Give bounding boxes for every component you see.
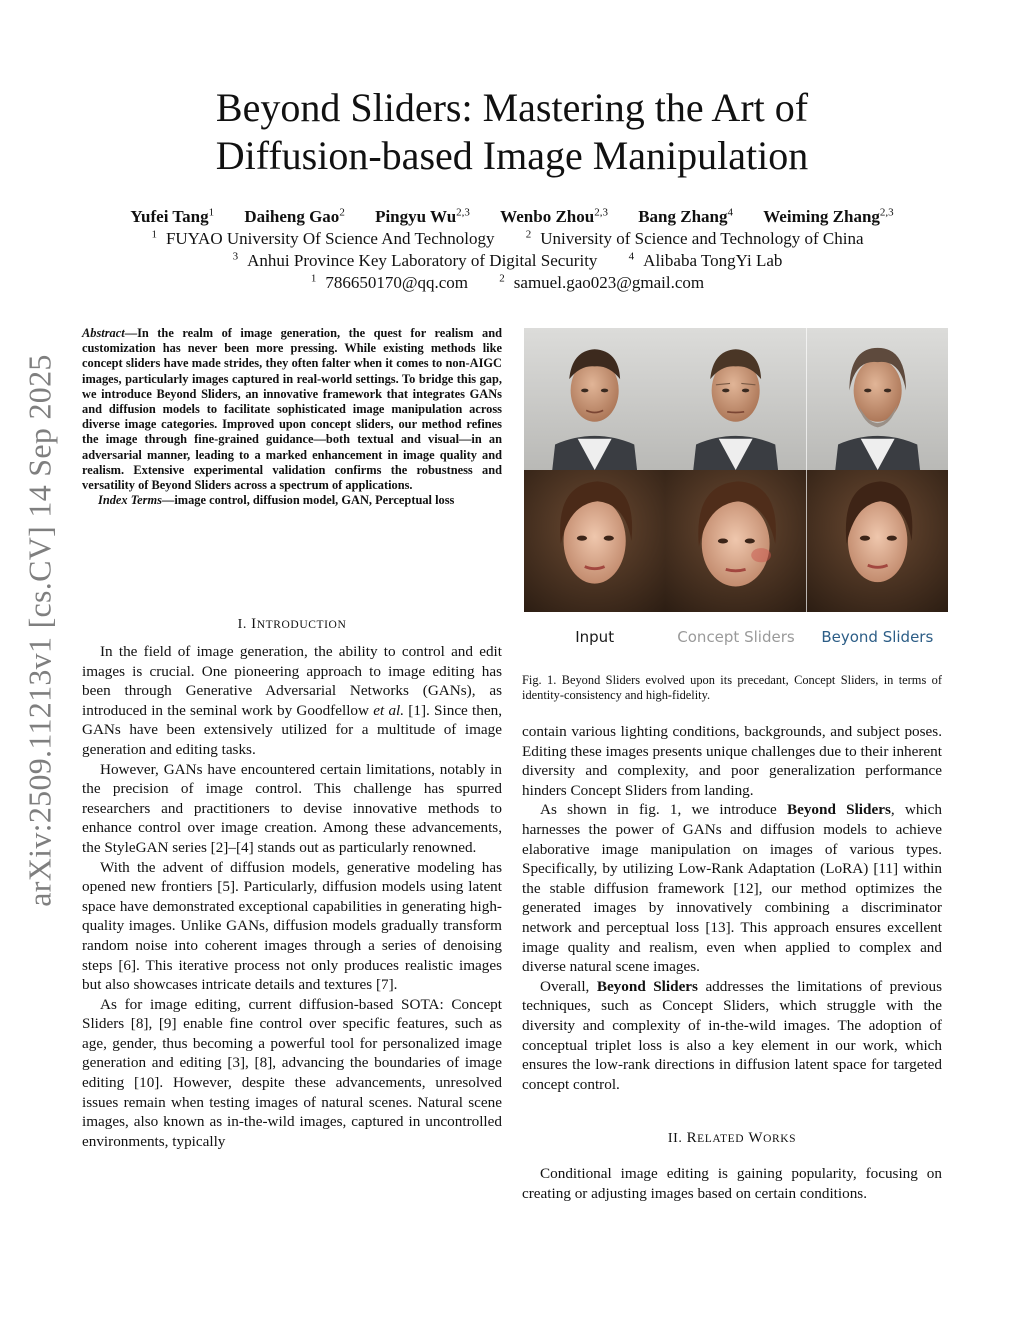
input-woman-portrait	[524, 470, 665, 612]
paper-title	[100, 84, 924, 180]
label-beyond-sliders: Beyond Sliders	[821, 628, 934, 646]
abstract-paragraph: Abstract—In the realm of image generation, the quest for realism and customization has never been more pressing. While existing methods like concept sliders have made strides, they often falter when it comes to non-AIGC images, particularly images captured in real-world settings. To bridge this gap, we introduce Beyond Sliders, an innovative framework that integrates GANs and diffusion models to facilitate sophisticated image manipulation across diverse image categories. Improved upon concept sliders, our method refines the image through fine-grained guidance—both textual and visual—in an adversarial manner, leading to a marked enhancement in image quality and realism. Extensive experimental validation confirms the robustness and versatility of Beyond Sliders across a spectrum of applications.	[82, 326, 502, 493]
email: $^1$ 786650170@qq.com	[310, 272, 469, 292]
affiliation: $^1$ FUYAO University Of Science And Technology	[151, 228, 495, 248]
concept-sliders-woman-portrait	[665, 470, 806, 612]
beyond-sliders-man-portrait	[807, 328, 948, 470]
figure-1-image-grid	[524, 328, 948, 612]
paragraph: However, GANs have encountered certain limitations, notably in the precision of image control. This challenge has spurred researchers and practitioners to devise innovative methods to enhance control over image creation. Among these advancements, the StyleGAN series [2]–[4] stands out as particularly renowned.	[82, 760, 502, 856]
concept-sliders-man-portrait	[665, 328, 806, 470]
author: Pingyu Wu$^{2,3}$	[375, 206, 470, 226]
author: Daiheng Gao$^2$	[244, 206, 345, 226]
figure-1-column-labels	[524, 628, 948, 652]
title-line-1: Beyond Sliders: Mastering the Art of	[215, 85, 809, 130]
related-works-text	[522, 1164, 942, 1203]
author: Bang Zhang$^4$	[638, 206, 733, 226]
affiliation: $^2$ University of Science and Technology of China	[525, 228, 864, 248]
paragraph: contain various lighting conditions, backgrounds, and subject poses. Editing these images presents unique challenges due to their inherent diversity and complexity, and poor generalization performance hinders Concept Sliders from landing.	[522, 723, 942, 799]
paragraph: As shown in fig. 1, we introduce Beyond Sliders, which harnesses the power of GANs and diffusion models to achieve elaborative image manipulation on images of various types. Specifically, by utilizing Low-Rank Adaptation (LoRA) [11] within the stable diffusion framework [12], our method optimizes the generated images by innovatively combining a discriminator network and perceptual loss [13]. This approach ensures excellent image quality and realism, even when applied to complex and diverse natural scene images.	[522, 801, 942, 976]
paragraph: As for image editing, current diffusion-based SOTA: Concept Sliders [8], [9] enable fine control over specific features, such as age, gender, thus becoming a powerful tool for personalized image generation and editing [3], [8], advancing the boundaries of image editing [10]. However, despite these advancements, unresolved issues remain when testing images of natural scenes. Natural scene images, also known as in-the-wild images, captured in uncontrolled environments, typically	[82, 995, 502, 1150]
email: $^2$ samuel.gao023@gmail.com	[499, 272, 705, 292]
introduction-text	[82, 642, 502, 1151]
input-man-portrait	[524, 328, 665, 470]
affiliation: $^4$ Alibaba TongYi Lab	[628, 250, 783, 270]
email-line	[60, 268, 964, 293]
paragraph: Overall, Beyond Sliders addresses the limitations of previous techniques, such as Concept Sliders, which struggle with the diversity and complexity of in-the-wild images. The adoption of conceptual triplet loss is also a key element in our work, which ensures the low-rank directions in diffusion latent space for targeted concept control.	[522, 977, 942, 1093]
introduction-continued	[522, 722, 942, 1094]
label-concept-sliders: Concept Sliders	[677, 628, 795, 646]
title-line-2: Diffusion-based Image Manipulation	[215, 133, 809, 178]
label-input: Input	[575, 628, 615, 646]
affiliation-line	[60, 224, 964, 249]
index-terms: Index Terms—image control, diffusion model, GAN, Perceptual loss	[98, 493, 455, 508]
beyond-sliders-woman-portrait	[807, 470, 948, 612]
section-heading: II. RELATED WORKS	[667, 1130, 797, 1146]
abstract	[82, 326, 502, 508]
section-heading: I. INTRODUCTION	[237, 616, 347, 632]
paragraph: With the advent of diffusion models, generative modeling has opened new frontiers [5]. Particularly, diffusion models using latent space have demonstrated exceptional capabilities in generating high-quality images. Unlike GANs, diffusion models gradually transform random noise into coherent images through a series of denoising steps [6]. This iterative process not only produces realistic images but also showcases intricate details and textures [7].	[82, 858, 502, 994]
arxiv-identifier: arXiv:2509.11213v1 [cs.CV] 14 Sep 2025	[21, 353, 58, 907]
author: Wenbo Zhou$^{2,3}$	[500, 206, 608, 226]
affiliation: $^3$ Anhui Province Key Laboratory of Digital Security	[232, 250, 598, 270]
affiliation-line	[60, 246, 964, 271]
author: Weiming Zhang$^{2,3}$	[763, 206, 894, 226]
figure-1-caption: Fig. 1. Beyond Sliders evolved upon its precedant, Concept Sliders, in terms of identity-consistency and high-fidelity.	[522, 673, 942, 703]
paragraph: In the field of image generation, the ability to control and edit images is crucial. One pioneering approach to image editing has been through Generative Adversarial Networks (GANs), as introduced in the seminal work by Goodfellow et al. [1]. Since then, GANs have been extensively utilized for a multitude of image generation and editing tasks.	[82, 643, 502, 758]
paragraph: Conditional image editing is gaining popularity, focusing on creating or adjusting images based on certain conditions.	[522, 1165, 942, 1202]
author: Yufei Tang$^1$	[130, 206, 215, 226]
